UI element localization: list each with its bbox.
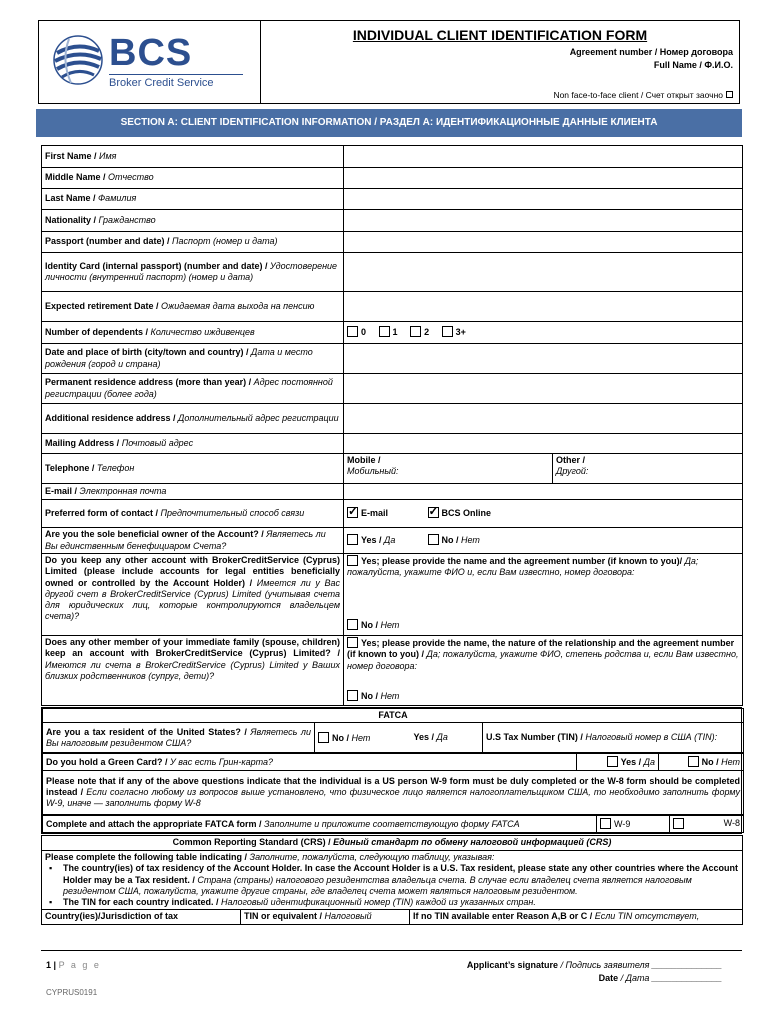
- fatca-attach-table: [42, 815, 744, 833]
- green-card-no-option[interactable]: No / Нет: [659, 754, 744, 771]
- table-row: Preferred form of contact / Предпочтительный способ связи ✓ E-mail ✓ BCS Online: [42, 500, 743, 528]
- fatca-title: FATCA: [43, 709, 744, 723]
- retirement-date-field[interactable]: [344, 292, 743, 322]
- table-row: [42, 851, 743, 910]
- other-account-options: [344, 554, 743, 636]
- full-name-label: Full Name / Ф.И.О.: [653, 60, 733, 70]
- us-resident-no-option[interactable]: No / Нет: [315, 723, 411, 753]
- globe-logo-icon: [51, 33, 105, 87]
- crs-col-reason: If no TIN available enter Reason A,B or C / Если TIN отсутствует,: [410, 910, 743, 924]
- contact-bcs-online-option[interactable]: ✓ BCS Online: [428, 508, 492, 518]
- other-phone-field[interactable]: Other / Другой:: [553, 454, 743, 484]
- logo-subtitle: Broker Credit Service: [109, 77, 214, 89]
- table-row: [42, 836, 743, 851]
- table-row: [43, 771, 744, 815]
- passport-field[interactable]: [344, 232, 743, 253]
- checkbox-icon[interactable]: [600, 818, 611, 829]
- checkbox-checked-icon[interactable]: [347, 507, 358, 518]
- table-row: [43, 709, 744, 723]
- checkbox-checked-icon[interactable]: [428, 507, 439, 518]
- us-resident-yes-option[interactable]: Yes / Да: [411, 723, 483, 753]
- fatca-note: Please note that if any of the above questions indicate that the individual is a US person W-9 form must be duly completed or the W-8 form should be completed instead / Если согласно любому из вопросов выше установлено, что физическое лицо является налогоплательщиком США, то необходимо заполнить форму W-9, иначе — заполнить форму W-8: [43, 771, 744, 815]
- table-row: Last Name / Фамилия: [42, 189, 743, 210]
- list-item: ▪ The TIN for each country indicated. / Налоговый идентификационный номер (TIN) каждой из указанных стран.: [45, 897, 739, 908]
- contact-email-option[interactable]: ✓ E-mail: [347, 507, 425, 519]
- crs-col-tin: TIN or equivalent / Налоговый: [241, 910, 410, 924]
- crs-section: [41, 835, 742, 925]
- beneficial-no-option[interactable]: No / Нет: [428, 535, 480, 545]
- checkbox-icon[interactable]: [318, 732, 329, 743]
- logo-text: BCS: [109, 32, 193, 74]
- dependents-option-0[interactable]: 0: [347, 327, 366, 337]
- table-row: Are you the sole beneficial owner of the Account? / Являетесь ли Вы единственным бенефициаром Счета? Yes / Да No / Нет: [42, 528, 743, 554]
- table-row: Number of dependents / Количество иждивенцев 0 1 2 3+: [42, 322, 743, 344]
- middle-name-field[interactable]: [344, 168, 743, 189]
- nationality-field[interactable]: [344, 210, 743, 232]
- family-account-no-option[interactable]: No / Нет: [347, 690, 399, 702]
- checkbox-icon[interactable]: [347, 326, 358, 337]
- beneficial-yes-option[interactable]: Yes / Да: [347, 534, 425, 546]
- form-title: INDIVIDUAL CLIENT IDENTIFICATION FORM: [352, 27, 648, 43]
- table-row: Mailing Address / Почтовый адрес: [42, 434, 743, 454]
- table-row: Identity Card (internal passport) (number and date) / Удостоверение личности (внутренний паспорт) (номер и дата): [42, 253, 743, 292]
- other-account-yes-option[interactable]: Yes; please provide the name and the agreement number (if known to you)/ Да; пожалуйста, укажите ФИО и, если Вам известно, номер договора:: [347, 556, 699, 578]
- table-row: Telephone / Телефон Mobile / Мобильный: Other / Другой:: [42, 454, 743, 484]
- family-account-yes-option[interactable]: Yes; please provide the name, the nature of the relationship and the agreement number (if known to you) / Да; пожалуйста, укажите ФИО, степень родства и, если Вам известно, номер договора:: [347, 638, 739, 671]
- fatca-section: [41, 707, 742, 834]
- email-field[interactable]: [344, 484, 743, 500]
- crs-title: Common Reporting Standard (CRS) / Единый стандарт по обмену налоговой информацией (CRS): [42, 836, 743, 851]
- company-logo: [39, 21, 261, 103]
- checkbox-icon[interactable]: [673, 818, 684, 829]
- checkbox-icon[interactable]: [347, 534, 358, 545]
- checkbox-icon[interactable]: [347, 555, 358, 566]
- logo-divider: [109, 74, 243, 75]
- table-row: Middle Name / Отчество: [42, 168, 743, 189]
- signature-line[interactable]: Applicant’s signature / Подпись заявителя ______________: [466, 960, 722, 970]
- table-row: Permanent residence address (more than year) / Адрес постоянной регистрации (более года): [42, 374, 743, 404]
- checkbox-icon[interactable]: [347, 619, 358, 630]
- table-row: Do you keep any other account with BrokerCreditService (Cyprus) Limited (please include accounts for legal entities beneficially owned or controlled by the Account Holder) / Имеется ли у Вас другой счет в BrokerCreditService (Cyprus) Limited (учитывая счета для юридических лиц, которые контролируются владельцем счета)? Yes; please provide the name and the agreement number (if known to you)/ Да; пожалуйста, укажите ФИО и, если Вам известно, номер договора: No / Нет: [42, 554, 743, 636]
- fatca-table: [42, 708, 744, 753]
- table-row: First Name / Имя: [42, 146, 743, 168]
- birth-field[interactable]: [344, 344, 743, 374]
- page-number: 1 | P a g e: [46, 960, 101, 970]
- checkbox-icon[interactable]: [726, 91, 733, 98]
- list-item: ▪ The country(ies) of tax residency of the Account Holder. In case the Account Holder is a U.S. Tax resident, please state any other countries where the Account Holder may be a Tax resident. / Страна (страны) налогового резидентства владельца счета. В случае если владелец счета является налоговым резидентом США, пожалуйста, укажите другие страны, где владелец счета может являться налоговым резидентом.: [45, 863, 739, 897]
- checkbox-icon[interactable]: [428, 534, 439, 545]
- green-card-table: [42, 753, 744, 815]
- table-row: [42, 910, 743, 924]
- footer-divider: [41, 950, 742, 951]
- id-card-field[interactable]: [344, 253, 743, 292]
- checkbox-icon[interactable]: [688, 756, 699, 767]
- last-name-field[interactable]: [344, 189, 743, 210]
- table-row: Date and place of birth (city/town and country) / Дата и место рождения (город и страна): [42, 344, 743, 374]
- crs-table: [41, 835, 743, 925]
- mobile-phone-field[interactable]: Mobile / Мобильный:: [344, 454, 553, 484]
- checkbox-icon[interactable]: [347, 690, 358, 701]
- crs-col-country: Country(ies)/Jurisdiction of tax: [42, 910, 241, 924]
- other-account-no-option[interactable]: No / Нет: [347, 619, 399, 631]
- checkbox-icon[interactable]: [410, 326, 421, 337]
- family-account-options: [344, 636, 743, 706]
- non-face-label: Non face-to-face client / Счет открыт заочно: [553, 90, 723, 100]
- us-tin-field[interactable]: U.S Tax Number (TIN) / Налоговый номер в США (TIN):: [483, 723, 744, 753]
- client-info-table: [41, 145, 743, 706]
- form-header: [38, 20, 740, 104]
- dependents-option-1[interactable]: 1: [379, 327, 398, 337]
- checkbox-icon[interactable]: [442, 326, 453, 337]
- green-card-yes-option[interactable]: Yes / Да: [577, 754, 659, 771]
- beneficial-options: [344, 528, 743, 554]
- contact-options: [344, 500, 743, 528]
- non-face-to-face-checkbox[interactable]: [553, 90, 733, 101]
- dependents-option-3plus[interactable]: 3+: [442, 327, 466, 337]
- additional-address-field[interactable]: [344, 404, 743, 434]
- table-row: Do you hold a Green Card? / У вас есть Грин-карта? Yes / Да No / Нет: [43, 754, 744, 771]
- table-row: Additional residence address / Дополнительный адрес регистрации: [42, 404, 743, 434]
- form-code: CYPRUS0191: [46, 988, 98, 997]
- table-row: Does any other member of your immediate family (spouse, children) keep an account with BrokerCreditService (Cyprus) Limited? / Имеются ли счета в BrokerCreditService (Cyprus) Limited у Ваших близких родственников (супруг, дети)? Yes; please provide the name, the nature of the relationship and the agreement number (if known to you) / Да; пожалуйста, укажите ФИО, степень родства и, если Вам известно, номер договора: No / Нет: [42, 636, 743, 706]
- w9-option[interactable]: W-9: [597, 816, 670, 833]
- table-row: E-mail / Электронная почта: [42, 484, 743, 500]
- table-row: Are you a tax resident of the United States? / Являетесь ли Вы налоговым резидентом США? No / Нет Yes / Да U.S Tax Number (TIN) / Налоговый номер в США (TIN):: [43, 723, 744, 753]
- agreement-number-label: Agreement number / Номер договора: [569, 47, 733, 57]
- checkbox-icon[interactable]: [379, 326, 390, 337]
- first-name-field[interactable]: [344, 146, 743, 168]
- table-row: Expected retirement Date / Ожидаемая дата выхода на пенсию: [42, 292, 743, 322]
- checkbox-icon[interactable]: [607, 756, 618, 767]
- dependents-options: [344, 322, 743, 344]
- checkbox-icon[interactable]: [347, 637, 358, 648]
- w8-option[interactable]: W-8: [670, 816, 744, 833]
- crs-instructions: Please complete the following table indicating / Заполните, пожалуйста, следующую таблицу, указывая: ▪ The country(ies) of tax residency of the Account Holder. In case the Account Holder is a U.S. Tax resident, please state any other countries where the Account Holder may be a Tax resident. / Страна (страны) налогового резидентства владельца счета. В случае если владелец счета является налоговым резидентом США, пожалуйста, укажите другие страны, где владелец счета может являться налоговым резидентом. ▪ The TIN for each country indicated. / Налоговый идентификационный номер (TIN) каждой из указанных стран.: [42, 851, 743, 910]
- table-row: Nationality / Гражданство: [42, 210, 743, 232]
- section-a-header: SECTION A: CLIENT IDENTIFICATION INFORMATION / РАЗДЕЛ А: ИДЕНТИФИКАЦИОННЫЕ ДАННЫЕ КЛИЕНТА: [36, 109, 742, 137]
- table-row: Complete and attach the appropriate FATCA form / Заполните и приложите соответствующую форму FATCA W-9 W-8: [43, 816, 744, 833]
- date-line[interactable]: Date / Дата ______________: [598, 973, 722, 983]
- permanent-address-field[interactable]: [344, 374, 743, 404]
- dependents-option-2[interactable]: 2: [410, 327, 429, 337]
- table-row: Passport (number and date) / Паспорт (номер и дата): [42, 232, 743, 253]
- mailing-address-field[interactable]: [344, 434, 743, 454]
